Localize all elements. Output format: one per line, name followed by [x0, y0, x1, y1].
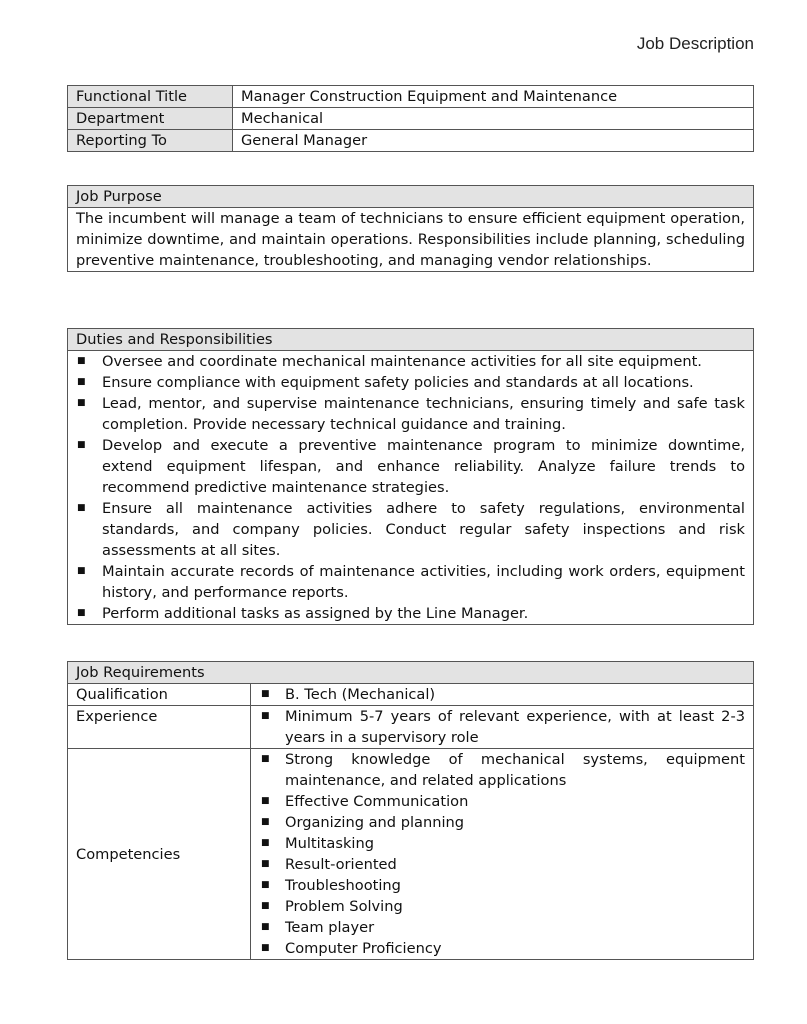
qualification-label: Qualification	[68, 684, 251, 706]
table-row	[68, 86, 754, 108]
duties-heading: Duties and Responsibilities	[68, 329, 754, 351]
table-row	[68, 108, 754, 130]
position-info-table	[67, 85, 754, 152]
competencies-list	[259, 749, 745, 959]
functional-title-value: Manager Construction Equipment and Maintenance	[233, 86, 754, 108]
job-purpose-table	[67, 185, 754, 272]
job-purpose-text: The incumbent will manage a team of technicians to ensure efficient equipment operation, minimize downtime, and maintain operations. Responsibilities include planning, scheduling preventive maintenance, troubleshooting, and managing vendor relationships.	[68, 208, 754, 272]
job-requirements-heading: Job Requirements	[68, 662, 754, 684]
list-item: ■ Strong knowledge of mechanical systems, equipment maintenance, and related applications	[259, 749, 745, 791]
list-item: ■ Develop and execute a preventive maintenance program to minimize downtime, extend equipment lifespan, and enhance reliability. Analyze failure trends to recommend predictive maintenance strategies.	[76, 435, 745, 498]
list-item: ■ Result-oriented	[259, 854, 745, 875]
list-item: ■ Minimum 5-7 years of relevant experience, with at least 2-3 years in a supervisory role	[259, 706, 745, 748]
list-item: ■ Effective Communication	[259, 791, 745, 812]
reporting-to-label: Reporting To	[68, 130, 233, 152]
list-item: ■ Maintain accurate records of maintenance activities, including work orders, equipment history, and performance reports.	[76, 561, 745, 603]
list-item: ■ B. Tech (Mechanical)	[259, 684, 745, 705]
table-row	[68, 706, 754, 749]
list-item: ■ Team player	[259, 917, 745, 938]
job-purpose-heading: Job Purpose	[68, 186, 754, 208]
experience-list	[259, 706, 745, 748]
department-label: Department	[68, 108, 233, 130]
list-item: ■ Ensure all maintenance activities adhere to safety regulations, environmental standards, and company policies. Conduct regular safety inspections and risk assessments at all sites.	[76, 498, 745, 561]
experience-label: Experience	[68, 706, 251, 749]
list-item: ■ Problem Solving	[259, 896, 745, 917]
competencies-label: Competencies	[68, 749, 251, 960]
qualification-list	[259, 684, 745, 705]
list-item: ■ Computer Proficiency	[259, 938, 745, 959]
functional-title-label: Functional Title	[68, 86, 233, 108]
table-row	[68, 749, 754, 960]
list-item: ■ Oversee and coordinate mechanical maintenance activities for all site equipment.	[76, 351, 745, 372]
list-item: ■ Perform additional tasks as assigned by the Line Manager.	[76, 603, 745, 624]
job-requirements-table	[67, 661, 754, 960]
table-row	[68, 130, 754, 152]
list-item: ■ Multitasking	[259, 833, 745, 854]
duties-table	[67, 328, 754, 625]
document-title: Job Description	[636, 34, 754, 53]
list-item: ■ Lead, mentor, and supervise maintenance technicians, ensuring timely and safe task completion. Provide necessary technical guidance and training.	[76, 393, 745, 435]
list-item: ■ Troubleshooting	[259, 875, 745, 896]
department-value: Mechanical	[233, 108, 754, 130]
reporting-to-value: General Manager	[233, 130, 754, 152]
list-item: ■ Ensure compliance with equipment safety policies and standards at all locations.	[76, 372, 745, 393]
list-item: ■ Organizing and planning	[259, 812, 745, 833]
table-row	[68, 684, 754, 706]
duties-list	[76, 351, 745, 624]
